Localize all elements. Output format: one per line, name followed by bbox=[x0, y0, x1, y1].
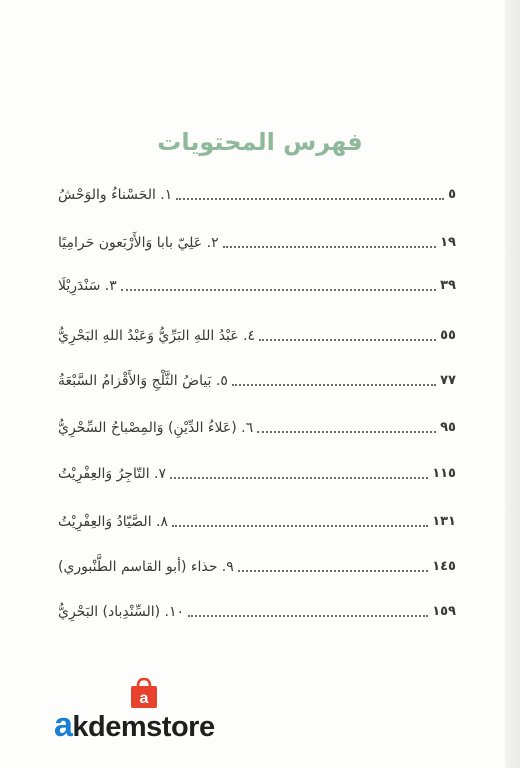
toc-entry-page: ٥ bbox=[448, 187, 456, 202]
toc-leader-dots bbox=[170, 477, 428, 479]
page-title: فهرس المحتويات bbox=[157, 128, 363, 156]
toc-entry-title: ٨. الصَّيّادُ وَالعِفْرِيْتُ bbox=[58, 514, 169, 530]
toc-entry-page: ٣٩ bbox=[440, 278, 456, 293]
toc-entry bbox=[58, 594, 456, 622]
toc-leader-dots bbox=[188, 615, 428, 617]
logo-mark-letter: a bbox=[139, 690, 149, 707]
logo-wordmark bbox=[54, 706, 234, 746]
toc-leader-dots bbox=[259, 339, 436, 341]
toc-entry-title: ٦. (عَلاءُ الدِّيْنِ) وَالمِصْباحُ السِّحْرِيُّ bbox=[58, 420, 254, 436]
toc-leader-dots bbox=[176, 198, 444, 200]
toc-entry-title: ١. الحَسْناءُ والوَحْشُ bbox=[58, 187, 173, 203]
akdemstore-logo bbox=[54, 676, 234, 748]
toc-leader-dots bbox=[172, 525, 428, 527]
toc-entry bbox=[58, 504, 456, 532]
toc-entry-page: ١٩ bbox=[440, 235, 456, 250]
toc-entry bbox=[58, 410, 456, 438]
toc-entry bbox=[58, 225, 456, 253]
toc-entry bbox=[58, 549, 456, 577]
shopping-bag-icon bbox=[126, 676, 162, 710]
toc-entry-title: ١٠. (السِّنْدِباد) البَحْرِيُّ bbox=[58, 604, 185, 620]
toc-entry-title: ٢. عَلِيّ بابا وَالأَرْبَعون حَرامِيًا bbox=[58, 235, 219, 251]
toc-leader-dots bbox=[238, 570, 428, 572]
toc-entry-page: ١٣١ bbox=[432, 514, 456, 529]
toc-entry bbox=[58, 177, 456, 205]
toc-entry bbox=[58, 318, 456, 346]
toc-leader-dots bbox=[121, 289, 436, 291]
toc-leader-dots bbox=[257, 431, 436, 433]
toc-entry bbox=[58, 456, 456, 484]
toc-entry bbox=[58, 363, 456, 391]
toc-entry-page: ١٤٥ bbox=[432, 559, 456, 574]
toc-entry-page: ٥٥ bbox=[440, 328, 456, 343]
logo-text-rest: kdemstore bbox=[72, 711, 215, 743]
toc-entry-page: ١٥٩ bbox=[432, 604, 456, 619]
toc-entry bbox=[58, 268, 456, 296]
toc-entry-title: ٣. سَنْدَرِيْلَا bbox=[58, 278, 117, 294]
toc-entry-title: ٥. بَياضُ الثَّلْجِ وَالأَقْزامُ السَّبْعَةُ bbox=[58, 373, 228, 389]
toc-entry-page: ٧٧ bbox=[440, 373, 456, 388]
toc-entry-page: ٩٥ bbox=[440, 420, 456, 435]
toc-entry-page: ١١٥ bbox=[432, 466, 456, 481]
toc-entry-title: ٩. حذاء (أبو القاسم الطَّنْبوري) bbox=[58, 559, 234, 575]
toc-entry-title: ٧. التّاجِرُ وَالعِفْرِيْتُ bbox=[58, 466, 167, 482]
page-edge bbox=[505, 0, 520, 768]
toc-leader-dots bbox=[232, 384, 436, 386]
toc-entry-title: ٤. عَبْدُ اللهِ البَرِّيُّ وَعَبْدُ اللهِ البَحْرِيُّ bbox=[58, 328, 256, 344]
logo-letter-a: a bbox=[54, 706, 73, 744]
toc-leader-dots bbox=[223, 246, 437, 248]
